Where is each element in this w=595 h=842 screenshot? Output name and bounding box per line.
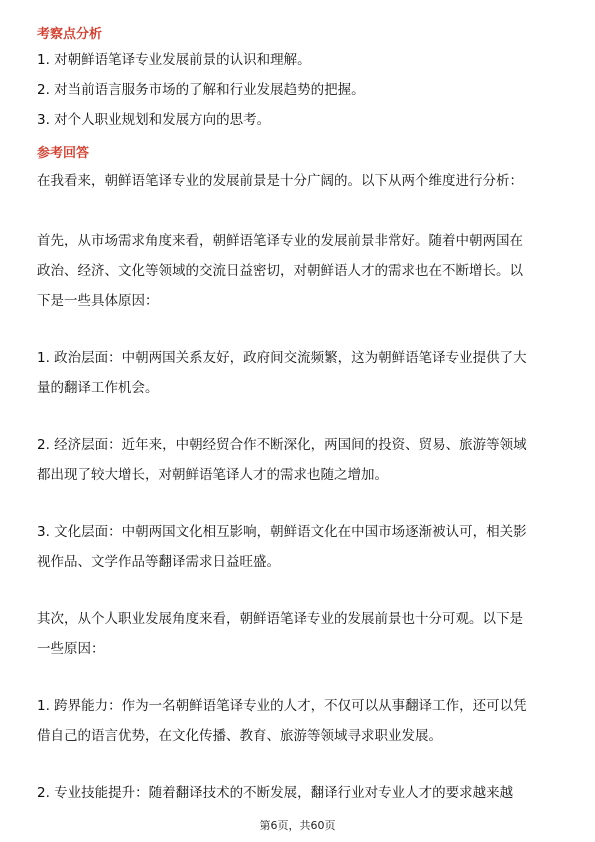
answer-line: 一些原因： [37,641,105,657]
answer-line: 借自己的语言优势，在文化传播、教育、旅游等领域寻求职业发展。 [37,728,442,744]
answer-line: 2. 专业技能提升：随着翻译技术的不断发展，翻译行业对专业人才的要求越来越 [37,785,514,801]
analysis-point: 2. 对当前语言服务市场的了解和行业发展趋势的把握。 [37,82,365,98]
answer-line: 1. 政治层面：中朝两国关系友好，政府间交流频繁，这为朝鲜语笔译专业提供了大 [37,350,527,366]
answer-line: 3. 文化层面：中朝两国文化相互影响，朝鲜语文化在中国市场逐渐被认可，相关影 [37,524,527,540]
analysis-point: 3. 对个人职业规划和发展方向的思考。 [37,112,271,128]
answer-line: 在我看来，朝鲜语笔译专业的发展前景是十分广阔的。以下从两个维度进行分析： [37,173,523,189]
answer-line: 2. 经济层面：近年来，中朝经贸合作不断深化，两国间的投资、贸易、旅游等领域 [37,437,527,453]
answer-line: 1. 跨界能力：作为一名朝鲜语笔译专业的人才，不仅可以从事翻译工作，还可以凭 [37,698,527,714]
answer-line: 其次，从个人职业发展角度来看，朝鲜语笔译专业的发展前景也十分可观。以下是 [37,611,523,627]
analysis-point: 1. 对朝鲜语笔译专业发展前景的认识和理解。 [37,52,311,68]
section-title-answer: 参考回答 [37,146,90,161]
answer-line: 视作品、文学作品等翻译需求日益旺盛。 [37,554,280,570]
section-title-analysis: 考察点分析 [37,27,103,42]
answer-line: 首先，从市场需求角度来看，朝鲜语笔译专业的发展前景非常好。随着中朝两国在 [37,233,523,249]
answer-line: 下是一些具体原因： [37,293,159,309]
answer-line: 量的翻译工作机会。 [37,380,159,396]
answer-line: 都出现了较大增长，对朝鲜语笔译人才的需求也随之增加。 [37,467,388,483]
answer-line: 政治、经济、文化等领域的交流日益密切，对朝鲜语人才的需求也在不断增长。以 [37,263,523,279]
page-footer: 第6页，共60页 [259,819,336,832]
